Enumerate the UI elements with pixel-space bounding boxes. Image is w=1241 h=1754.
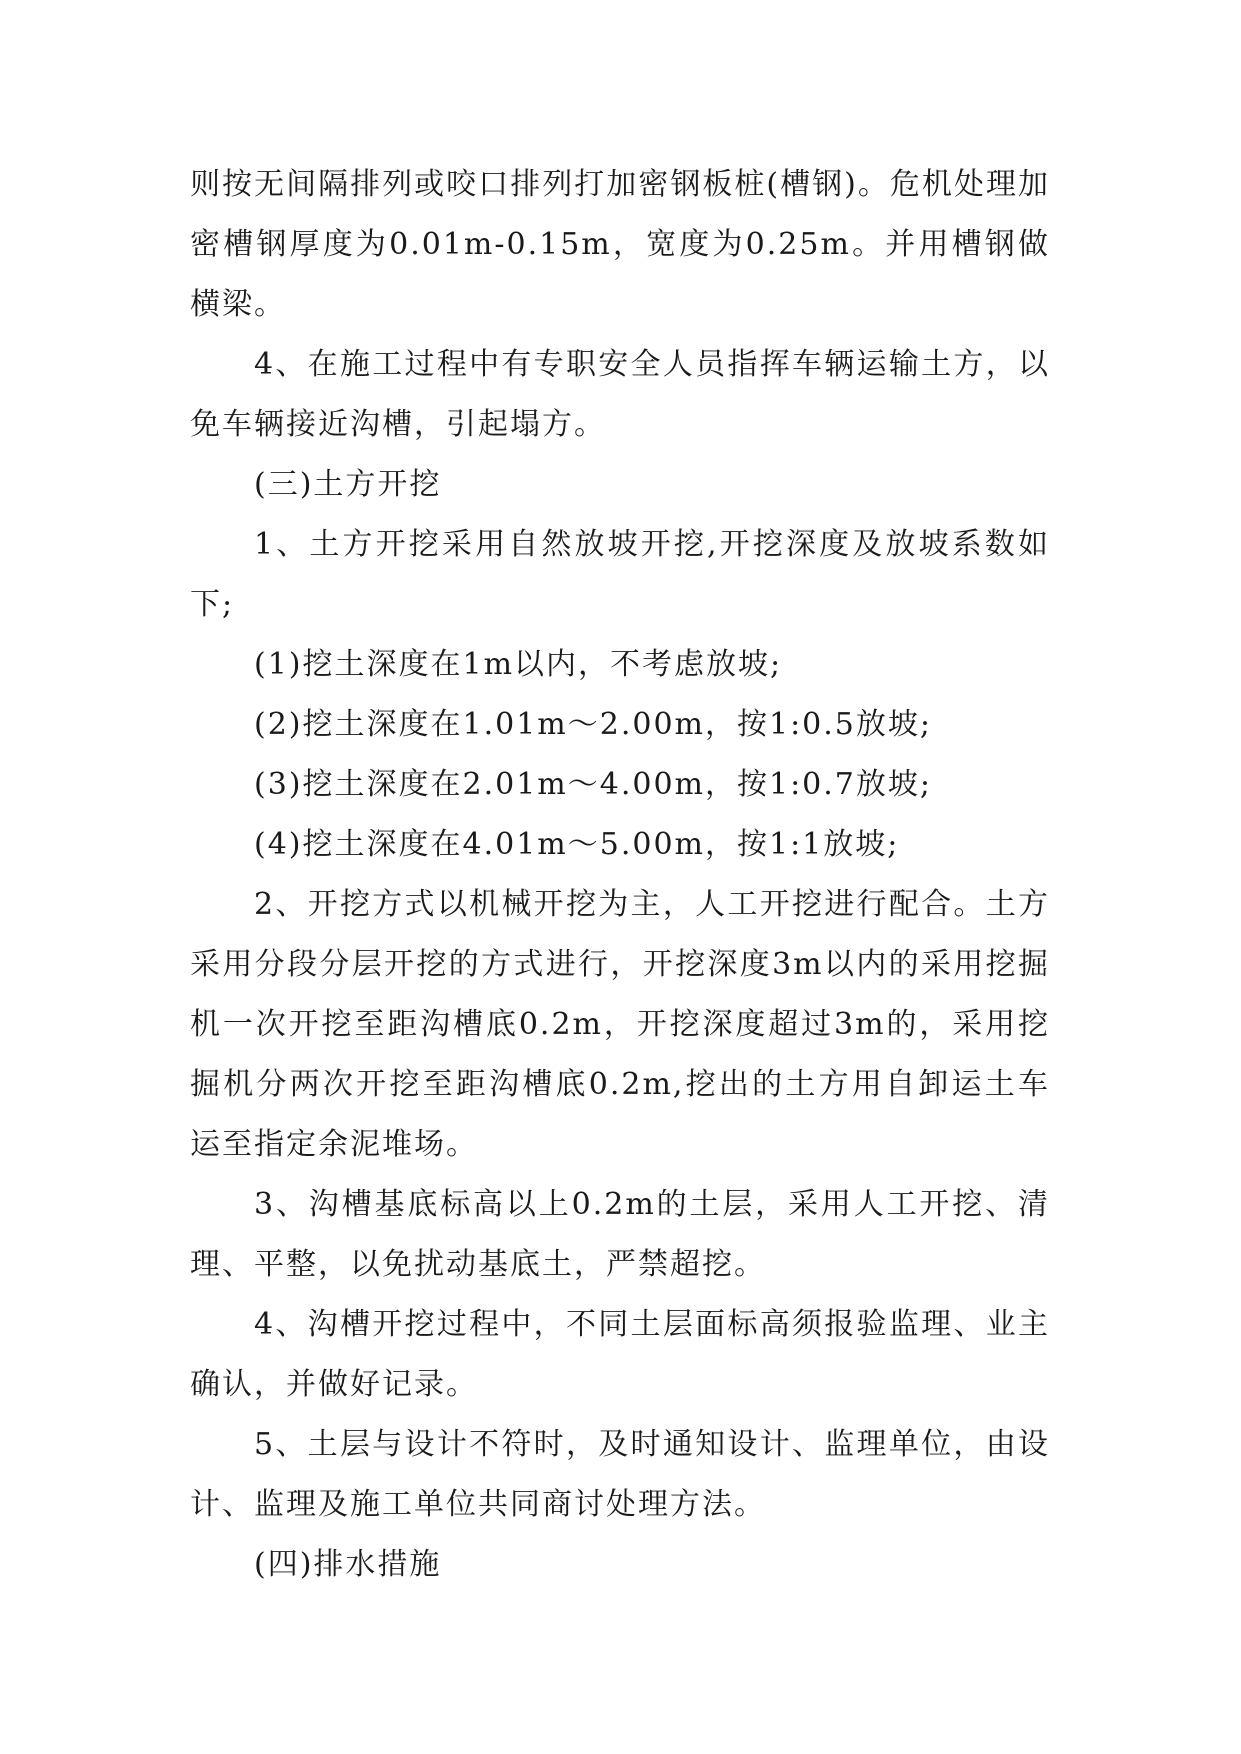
- paragraph-elevation-inspection: 4、沟槽开挖过程中，不同土层面标高须报验监理、业主确认，并做好记录。: [190, 1307, 1050, 1402]
- list-item-slope-3: (3)挖土深度在2.01m～4.00m，按1:0.7放坡;: [254, 767, 932, 802]
- list-item-slope-2: (2)挖土深度在1.01m～2.00m，按1:0.5放坡;: [254, 707, 932, 742]
- paragraph-slope-excavation: 1、土方开挖采用自然放坡开挖,开挖深度及放坡系数如下;: [190, 527, 1050, 622]
- document-body: [190, 155, 1050, 1595]
- list-item-slope-1: (1)挖土深度在1m以内，不考虑放坡;: [254, 647, 783, 682]
- paragraph-steel-sheet-pile: 则按无间隔排列或咬口排列打加密钢板桩(槽钢)。危机处理加密槽钢厚度为0.01m-0.15m，宽度为0.25m。并用槽钢做横梁。: [190, 167, 1050, 322]
- section-heading-drainage: (四)排水措施: [254, 1547, 442, 1582]
- paragraph-safety-traffic: 4、在施工过程中有专职安全人员指挥车辆运输土方，以免车辆接近沟槽，引起塌方。: [190, 347, 1050, 442]
- section-heading-earthwork: (三)土方开挖: [254, 467, 442, 502]
- list-item-slope-4: (4)挖土深度在4.01m～5.00m，按1:1放坡;: [254, 827, 900, 862]
- paragraph-design-mismatch: 5、土层与设计不符时，及时通知设计、监理单位，由设计、监理及施工单位共同商讨处理方法。: [190, 1427, 1050, 1522]
- paragraph-manual-excavation: 3、沟槽基底标高以上0.2m的土层，采用人工开挖、清理、平整，以免扰动基底土，严禁超挖。: [190, 1187, 1050, 1282]
- paragraph-excavation-method: 2、开挖方式以机械开挖为主，人工开挖进行配合。土方采用分段分层开挖的方式进行，开挖深度3m以内的采用挖掘机一次开挖至距沟槽底0.2m，开挖深度超过3m的，采用挖掘机分两次开挖至距沟槽底0.2m,挖出的土方用自卸运土车运至指定余泥堆场。: [190, 887, 1050, 1162]
